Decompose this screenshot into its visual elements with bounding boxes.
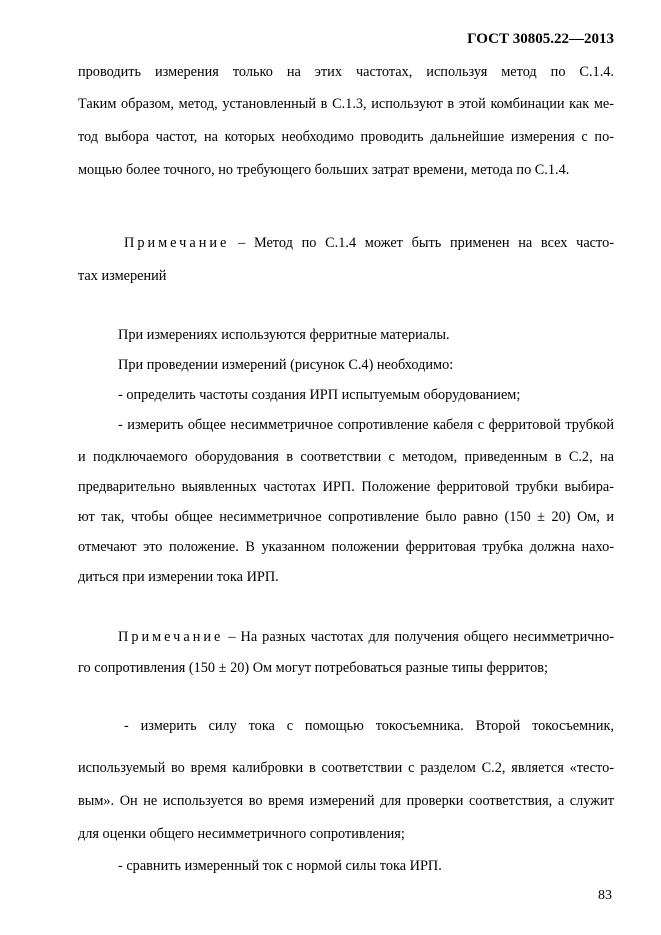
list-item: - измерить общее несимметричное сопротивление кабеля с ферритовой трубкой — [118, 417, 614, 433]
list-item-line: ют так, чтобы общее несимметричное сопротивление было равно (150 ± 20) Ом, и — [78, 509, 614, 525]
list-item-line: предварительно выявленных частотах ИРП. Положение ферритовой трубки выбира- — [78, 479, 614, 495]
note-text: – На разных частотах для получения общего несимметрично- — [223, 629, 614, 645]
note-line: го сопротивления (150 ± 20) Ом могут потребоваться разные типы ферритов; — [78, 660, 548, 676]
list-item-line: вым». Он не используется во время измерений для проверки соответствия, а служит — [78, 793, 614, 809]
paragraph-line: проводить измерения только на этих частотах, используя метод по С.1.4. — [78, 64, 614, 80]
note-line — [118, 627, 614, 647]
paragraph-line: мощью более точного, но требующего больших затрат времени, метода по С.1.4. — [78, 162, 570, 178]
note-label: Примечание — [118, 629, 224, 645]
note-line: тах измерений — [78, 268, 167, 284]
list-item: - определить частоты создания ИРП испытуемым оборудованием; — [118, 387, 521, 403]
note-line — [124, 233, 614, 253]
list-item-line: для оценки общего несимметричного сопротивления; — [78, 826, 405, 842]
list-item-line: диться при измерении тока ИРП. — [78, 569, 279, 585]
note-label: Примечание — [124, 235, 230, 251]
list-item: - измерить силу тока с помощью токосъемника. Второй токосъемник, — [124, 718, 614, 734]
page-number: 83 — [598, 888, 612, 903]
body-paragraph: При измерениях используются ферритные материалы. — [118, 327, 450, 343]
standard-header: ГОСТ 30805.22—2013 — [467, 31, 614, 47]
note-text: – Метод по С.1.4 может быть применен на всех часто- — [229, 235, 614, 251]
paragraph-line: тод выбора частот, на которых необходимо проводить дальнейшие измерения с по- — [78, 129, 614, 145]
list-item-line: используемый во время калибровки в соответствии с разделом С.2, является «тесто- — [78, 760, 614, 776]
body-paragraph: При проведении измерений (рисунок С.4) необходимо: — [118, 357, 454, 373]
list-item: - сравнить измеренный ток с нормой силы тока ИРП. — [118, 858, 442, 874]
list-item-line: отмечают это положение. В указанном положении ферритовая трубка должна нахо- — [78, 539, 614, 555]
list-item-line: и подключаемого оборудования в соответствии с методом, приведенным в С.2, на — [78, 449, 614, 465]
paragraph-line: Таким образом, метод, установленный в С.1.3, используют в этой комбинации как ме- — [78, 96, 614, 112]
